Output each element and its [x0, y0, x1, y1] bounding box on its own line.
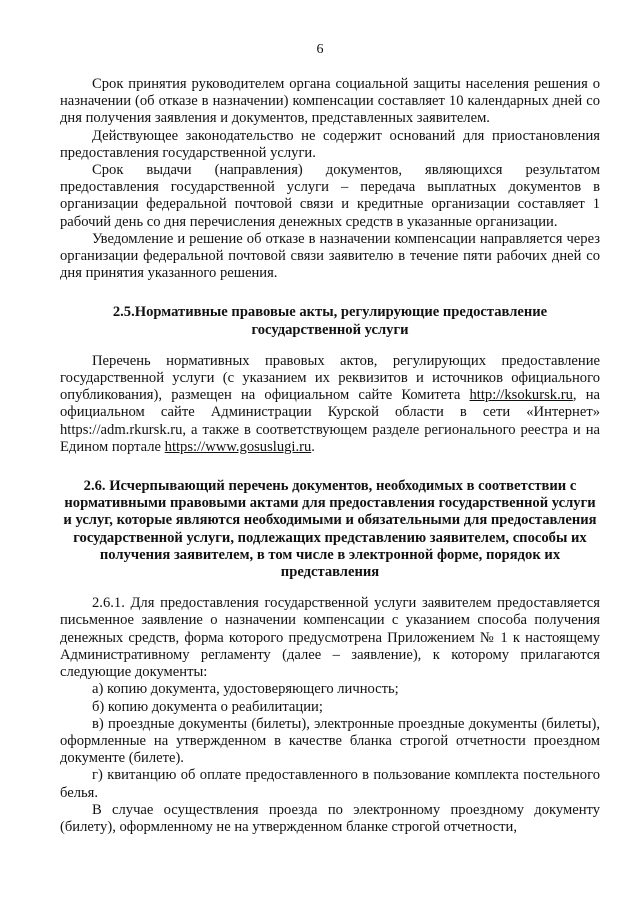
legal-acts-text-end: .: [311, 438, 315, 455]
list-item: б) копию документа о реабилитации;: [92, 698, 323, 715]
section-2-5-heading: 2.5.Нормативные правовые акты, регулирующие предоставление государственной услуги: [112, 304, 548, 338]
document-body: [60, 76, 600, 836]
list-item: г) квитанцию об оплате предоставленного в пользование комплекта постельного белья.: [60, 767, 600, 801]
paragraph-2-6-1: 2.6.1. Для предоставления государственной услуги заявителем предоставляется письменное заявление о назначении компенсации с указанием способа получения денежных средств, форма которого предусмотрена Приложением № 1 к настоящему Административному регламенту (далее – заявление), к которому прилагаются следующие документы:: [60, 595, 600, 681]
list-item: а) копию документа, удостоверяющего личность;: [92, 681, 399, 698]
legal-acts-text-2: , на официальном сайте Администрации Курской области в сети «Интернет» https://adm.rkursk.ru, а также в соответствующем разделе регионального реестра и на Едином портале: [60, 387, 600, 455]
paragraph-electronic-ticket: В случае осуществления проезда по электронному проездному документу (билету), оформленному не на утвержденном бланке строгой отчетности,: [60, 801, 600, 835]
committee-site-link[interactable]: http://ksokursk.ru: [469, 387, 573, 404]
paragraph-legal-acts: [60, 353, 600, 456]
list-item: в) проездные документы (билеты), электронные проездные документы (билеты), оформленные на утвержденном в качестве бланка строгой отчетности проездном документе (билете).: [60, 715, 600, 767]
paragraph-decision-term: Срок принятия руководителем органа социальной защиты населения решения о назначении (об отказе в назначении) компенсации составляет 10 календарных дней со дня получения заявления и документов, представленных заявителем.: [60, 76, 600, 127]
section-2-6-heading: 2.6. Исчерпывающий перечень документов, необходимых в соответствии с нормативными правовыми актами для предоставления государственной услуги и услуг, которые являются необходимыми и обязательными для предоставления государственной услуги, подлежащих представлению заявителем, способы их получения заявителем, в том числе в электронной форме, порядок их представления: [63, 478, 597, 581]
paragraph-refusal-notice: Уведомление и решение об отказе в назначении компенсации направляется через организации федеральной почтовой связи заявителю в течение пяти рабочих дней со дня принятия указанного решения.: [60, 230, 600, 282]
gosuslugi-link[interactable]: https://www.gosuslugi.ru: [164, 438, 312, 455]
paragraph-no-suspension: Действующее законодательство не содержит оснований для приостановления предоставления государственной услуги.: [60, 127, 600, 161]
legal-acts-text-1: Перечень нормативных правовых актов, регулирующих предоставление государственной услуги (с указанием их реквизитов и источников официального опубликования), размещен на официальном сайте Комитета: [60, 352, 600, 404]
page-number: 6: [316, 42, 324, 57]
paragraph-issue-term: Срок выдачи (направления) документов, являющихся результатом предоставления государственной услуги – передача выплатных документов в организации федеральной почтовой связи и кредитные организации составляет 1 рабочий день со дня перечисления денежных средств в указанные организации.: [60, 162, 600, 230]
